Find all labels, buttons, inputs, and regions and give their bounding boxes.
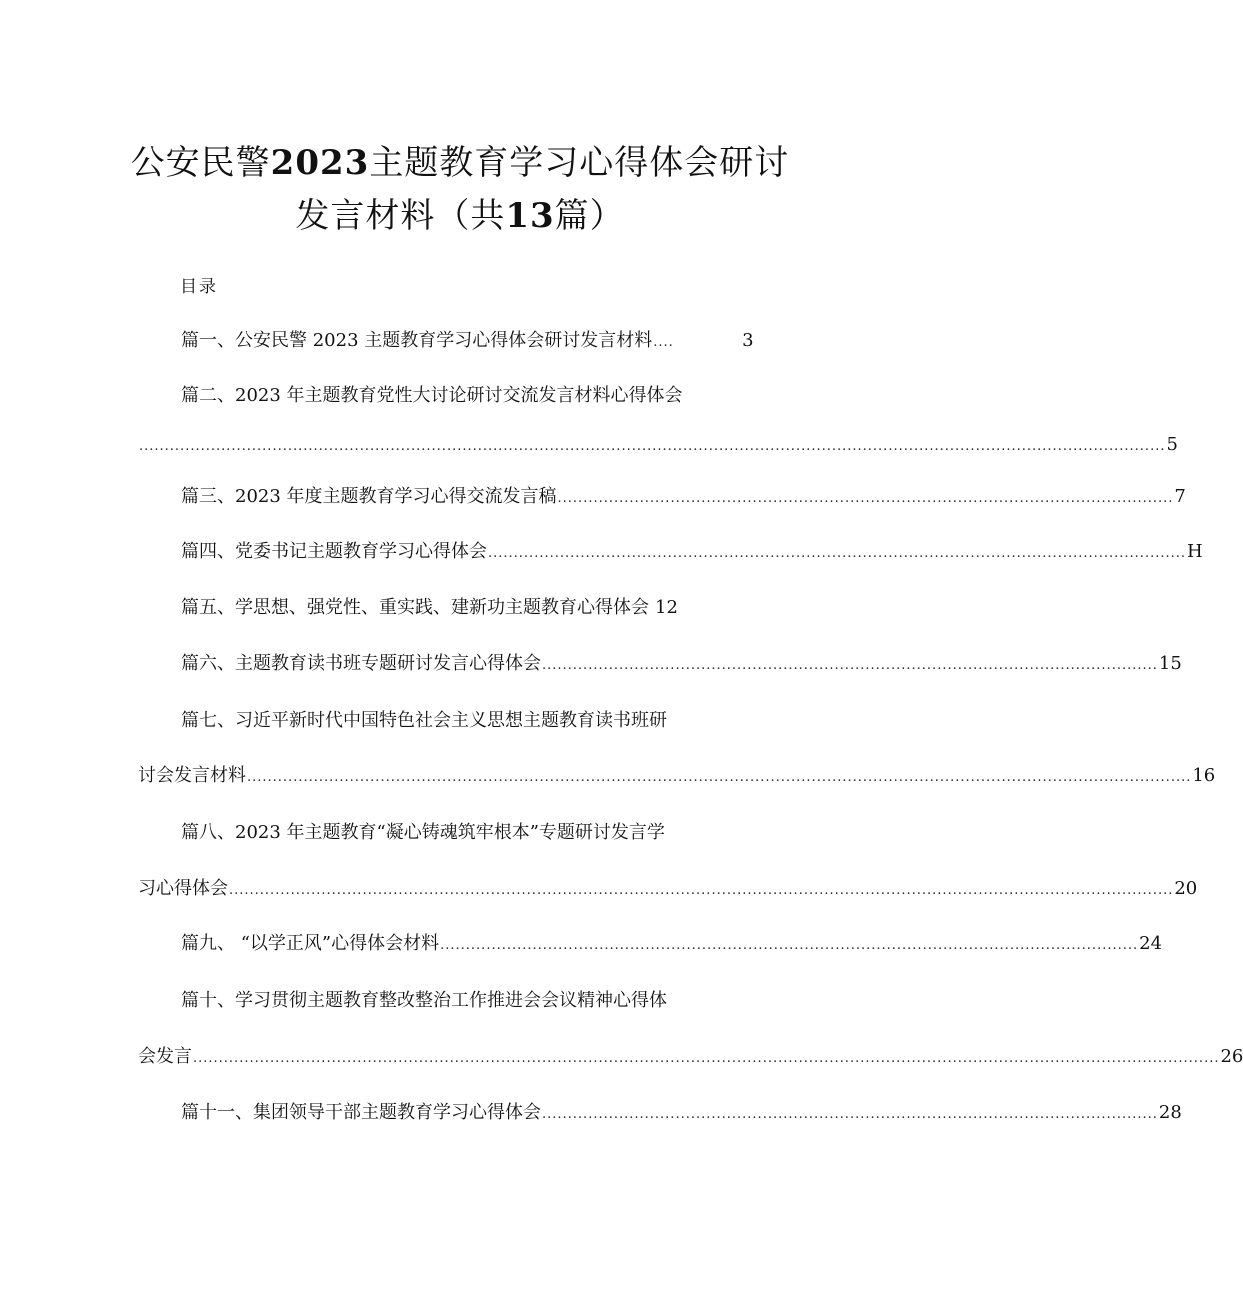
toc-entry-page: 16 — [1192, 765, 1216, 786]
toc-leader-dots: ........................................................................................................................................................................................ — [247, 770, 1192, 785]
toc-entry-continuation[interactable] — [138, 764, 1216, 790]
toc-entry-page: 24 — [1139, 933, 1163, 954]
toc-entry-continuation[interactable] — [138, 877, 1198, 903]
toc-heading: 目录 — [180, 277, 218, 297]
title-text: 发言材料（共 — [295, 196, 506, 236]
toc-entry-page: 3 — [742, 330, 754, 351]
toc-entry-title: 篇五、学思想、强党性、重实践、建新功主题教育心得体会 — [181, 597, 649, 618]
toc-entry[interactable] — [138, 329, 778, 355]
document-title-line2 — [100, 188, 820, 237]
toc-entry[interactable] — [138, 652, 1182, 678]
toc-entry-page: 28 — [1158, 1102, 1182, 1123]
toc-entry[interactable] — [138, 485, 1186, 511]
toc-entry-title: 篇八、2023 年主题教育“凝心铸魂筑牢根本”专题研讨发言学 — [181, 822, 665, 843]
toc-entry[interactable] — [138, 596, 778, 620]
toc-leader-dots: ........................................................................................................................ — [542, 658, 1158, 673]
toc-entry-title: 篇十一、集团领导干部主题教育学习心得体会 — [181, 1102, 541, 1123]
toc-entry-page: 7 — [1174, 486, 1186, 507]
toc-entry-page: 5 — [1166, 434, 1178, 455]
toc-entry[interactable] — [181, 384, 683, 408]
toc-entry[interactable] — [138, 932, 1163, 958]
document-title-line1 — [100, 135, 820, 184]
toc-entry-page: 15 — [1158, 653, 1182, 674]
toc-leader-dots: ........................................................................................................................................................................................ — [229, 883, 1174, 898]
toc-entry-continuation[interactable] — [138, 1045, 1243, 1071]
toc-entry-title-cont: 会发言 — [138, 1046, 192, 1067]
toc-leader-dots: ........................................................................................................................................................................................................ — [193, 1051, 1220, 1066]
toc-entry-page: 20 — [1174, 878, 1198, 899]
toc-entry-title: 篇一、公安民警 2023 主题教育学习心得体会研讨发言材料 — [181, 330, 653, 351]
toc-leader-dots: ........................................................................................................................................................................................................ — [139, 439, 1166, 454]
toc-entry[interactable] — [138, 1101, 1182, 1127]
toc-entry-title: 篇十、学习贯彻主题教育整改整治工作推进会会议精神心得体 — [181, 990, 667, 1011]
toc-entry[interactable] — [181, 821, 665, 845]
toc-leader-dots: ........................................................................................................................................ — [488, 546, 1186, 561]
title-text: 主题教育学习心得体会研讨 — [369, 143, 790, 183]
toc-entry-page: 12 — [655, 597, 678, 618]
title-year: 2023 — [270, 143, 370, 183]
toc-entry-title: 篇六、主题教育读书班专题研讨发言心得体会 — [181, 653, 541, 674]
toc-entry-title-cont: 习心得体会 — [138, 878, 228, 899]
toc-entry-title: 篇九、 “以学正风”心得体会材料 — [181, 933, 440, 954]
toc-leader-dots: ........................................................................................................................................ — [440, 938, 1139, 953]
toc-entry[interactable] — [181, 989, 667, 1013]
toc-entry[interactable] — [181, 709, 667, 733]
title-count: 13 — [505, 196, 555, 236]
toc-leader-dots: ........................................................................................................................ — [542, 1107, 1158, 1122]
title-text: 篇） — [554, 196, 625, 236]
toc-entry-title: 篇二、2023 年主题教育党性大讨论研讨交流发言材料心得体会 — [181, 385, 683, 406]
toc-entry-page: H — [1187, 541, 1203, 562]
toc-entry-title: 篇三、2023 年度主题教育学习心得交流发言稿 — [181, 486, 557, 507]
toc-entry-page: 26 — [1220, 1046, 1243, 1067]
toc-entry-title-cont: 讨会发言材料 — [138, 765, 246, 786]
toc-entry-title: 篇四、党委书记主题教育学习心得体会 — [181, 541, 487, 562]
toc-leader-dots: .... — [653, 335, 674, 350]
toc-entry-title: 篇七、习近平新时代中国特色社会主义思想主题教育读书班研 — [181, 710, 667, 731]
toc-entry[interactable] — [138, 540, 1203, 566]
toc-entry-continuation[interactable] — [138, 433, 1178, 459]
toc-leader-dots: ........................................................................................................................ — [557, 491, 1174, 506]
title-text: 公安民警 — [130, 143, 271, 183]
